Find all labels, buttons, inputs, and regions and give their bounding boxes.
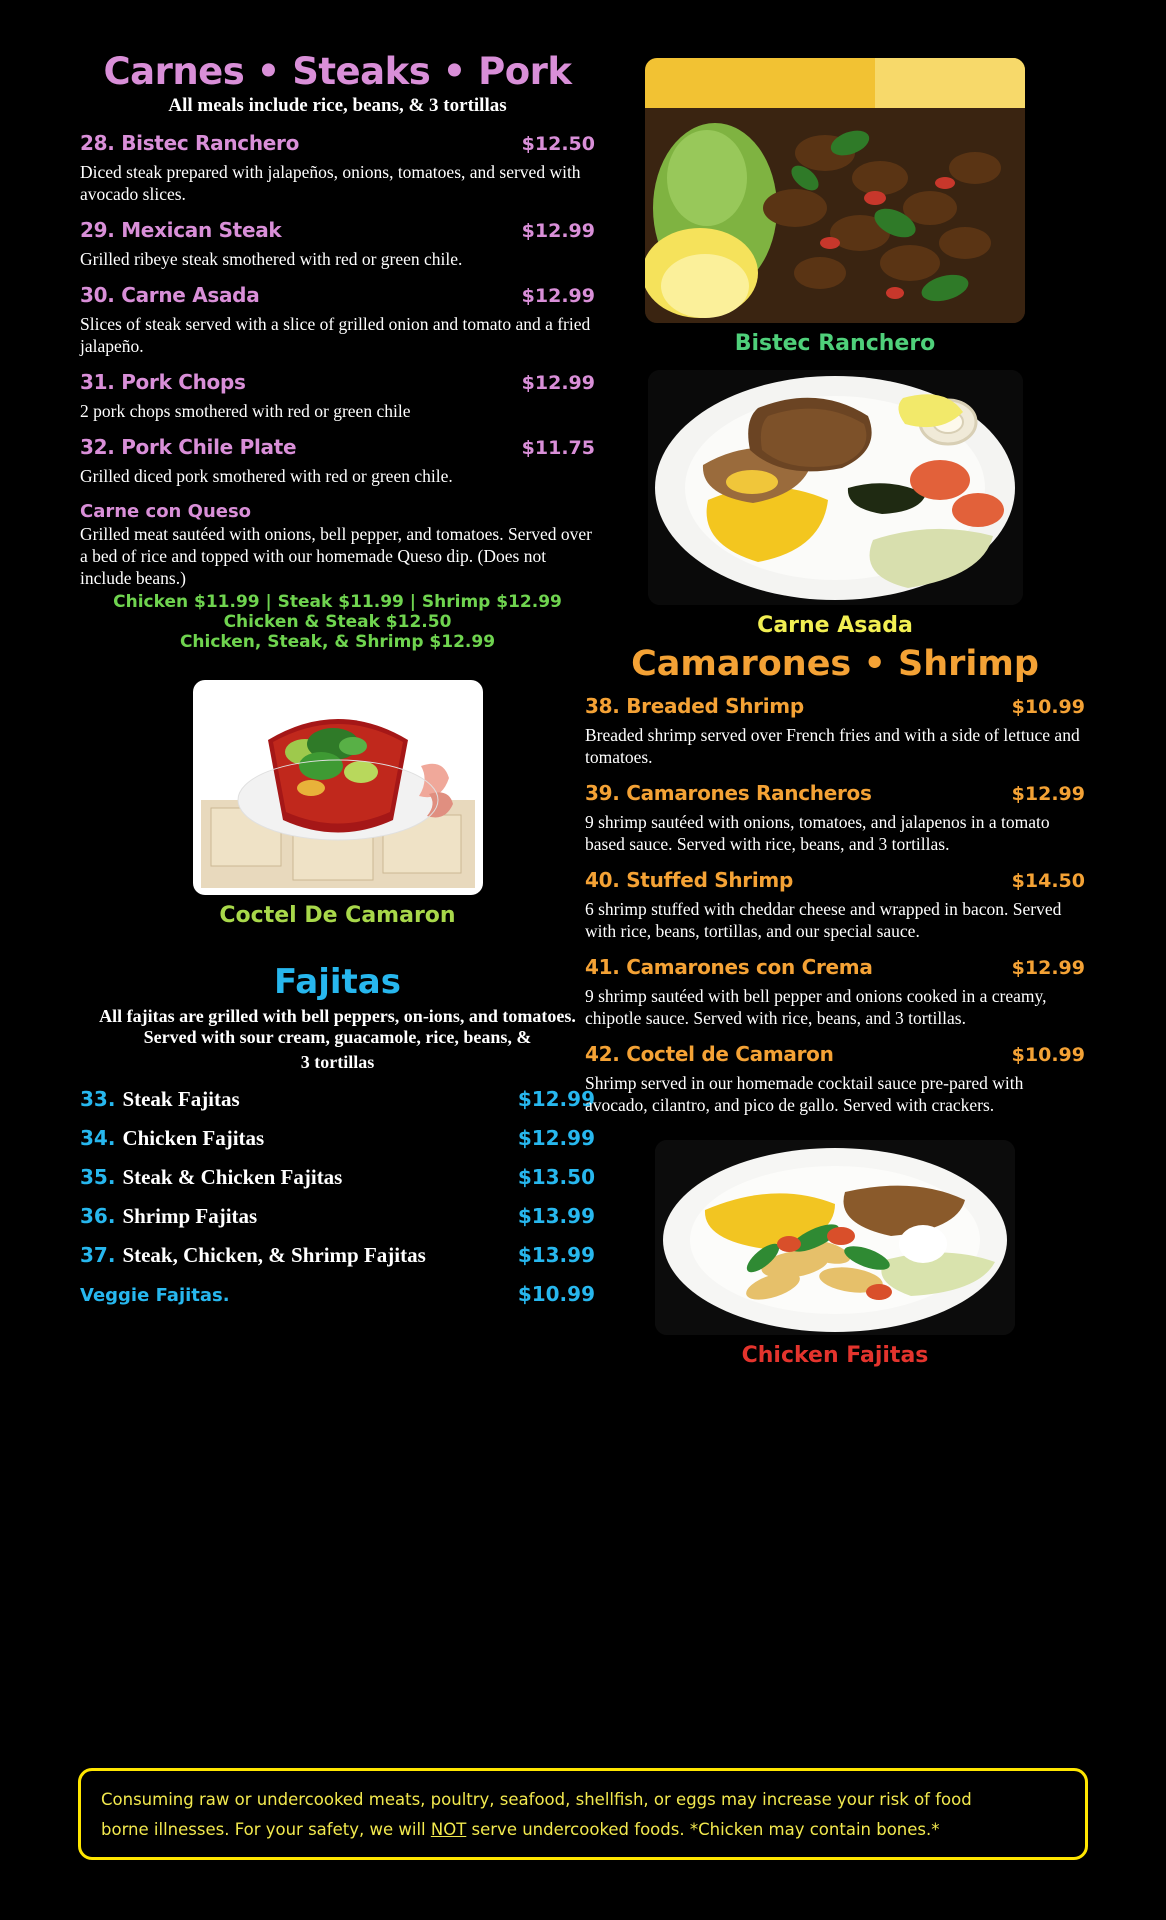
fajita-number: 34. bbox=[80, 1126, 116, 1150]
item-description: Shrimp served in our homemade cocktail sauce pre-pared with avocado, cilantro, and pico de gallo. Served with crackers. bbox=[585, 1073, 1024, 1115]
fajita-number: 37. bbox=[80, 1243, 116, 1267]
bistec-image bbox=[645, 58, 1025, 323]
fajita-item bbox=[80, 1243, 595, 1268]
carne-asada-image bbox=[648, 370, 1023, 605]
item-price: $12.99 bbox=[521, 372, 595, 394]
fajita-label bbox=[80, 1204, 257, 1229]
fajitas-subheading-line1: All fajitas are grilled with bell peppers, on-ions, and tomatoes. Served with sour cream, guacamole, rice, beans, & bbox=[99, 1006, 576, 1047]
item-description: 6 shrimp stuffed with cheddar cheese and wrapped in bacon. Served with rice, beans, tortillas, and our special sauce. bbox=[585, 899, 1062, 941]
fajita-item bbox=[80, 1165, 595, 1190]
item-name: 42. Coctel de Camaron bbox=[585, 1042, 834, 1066]
fajita-label bbox=[80, 1243, 426, 1268]
disclaimer-not-emphasis: NOT bbox=[430, 1820, 467, 1839]
item-description: Grilled ribeye steak smothered with red or green chile. bbox=[80, 249, 463, 269]
carnes-items bbox=[80, 131, 595, 487]
item-name: 39. Camarones Rancheros bbox=[585, 781, 872, 805]
fajita-price: $10.99 bbox=[517, 1282, 595, 1306]
item-description: Slices of steak served with a slice of grilled onion and tomato and a fried jalapeño. bbox=[80, 314, 591, 356]
fajita-name: Steak & Chicken Fajitas bbox=[122, 1165, 343, 1189]
fajita-price: $12.99 bbox=[517, 1087, 595, 1111]
item-price: $14.50 bbox=[1011, 870, 1085, 892]
item-name: 40. Stuffed Shrimp bbox=[585, 868, 793, 892]
carne-con-queso-prices bbox=[80, 592, 595, 652]
menu-item bbox=[585, 694, 1085, 718]
menu-item bbox=[585, 781, 1085, 805]
chicken-fajitas-image bbox=[655, 1140, 1015, 1335]
disclaimer-line-2 bbox=[101, 1815, 1065, 1845]
fajita-price: $12.99 bbox=[517, 1126, 595, 1150]
carnes-heading: Carnes • Steaks • Pork bbox=[103, 50, 572, 93]
disclaimer-line-2-a: borne illnesses. For your safety, we will bbox=[101, 1820, 431, 1839]
carnes-subheading: All meals include rice, beans, & 3 tortillas bbox=[168, 95, 507, 116]
menu-item bbox=[80, 370, 595, 394]
item-name: 32. Pork Chile Plate bbox=[80, 435, 297, 459]
item-description: Grilled diced pork smothered with red or green chile. bbox=[80, 466, 453, 486]
price-line: Chicken & Steak $12.50 bbox=[223, 612, 452, 632]
chicken-fajitas-photo-caption: Chicken Fajitas bbox=[741, 1343, 929, 1368]
menu-item bbox=[585, 1042, 1085, 1066]
fajita-name: Steak, Chicken, & Shrimp Fajitas bbox=[122, 1243, 426, 1267]
shrimp-heading: Camarones • Shrimp bbox=[631, 644, 1039, 684]
fajita-price: $13.50 bbox=[517, 1165, 595, 1189]
item-price: $12.99 bbox=[521, 220, 595, 242]
fajita-number: 33. bbox=[80, 1087, 116, 1111]
fajita-number: 36. bbox=[80, 1204, 116, 1228]
item-name: 41. Camarones con Crema bbox=[585, 955, 873, 979]
menu-item bbox=[585, 955, 1085, 979]
menu-item bbox=[80, 131, 595, 155]
item-description: 9 shrimp sautéed with onions, tomatoes, and jalapenos in a tomato based sauce. Served with rice, beans, and 3 tortillas. bbox=[585, 812, 1050, 854]
fajita-label bbox=[80, 1087, 240, 1112]
item-price: $12.99 bbox=[1011, 783, 1085, 805]
item-price: $12.50 bbox=[521, 133, 595, 155]
chicken-fajitas-photo bbox=[655, 1140, 1015, 1335]
left-column bbox=[80, 50, 595, 1306]
item-price: $11.75 bbox=[521, 437, 595, 459]
fajitas-subheading-line2: 3 tortillas bbox=[300, 1052, 375, 1072]
fajita-name: Steak Fajitas bbox=[122, 1087, 240, 1111]
menu-item bbox=[80, 283, 595, 307]
item-name: 29. Mexican Steak bbox=[80, 218, 282, 242]
fajita-label bbox=[80, 1126, 264, 1151]
item-price: $12.99 bbox=[1011, 957, 1085, 979]
menu-item bbox=[585, 868, 1085, 892]
fajita-label bbox=[80, 1285, 230, 1306]
carne-asada-photo bbox=[648, 370, 1023, 605]
carne-con-queso-title: Carne con Queso bbox=[80, 501, 252, 522]
fajita-item bbox=[80, 1282, 595, 1306]
fajita-price: $13.99 bbox=[517, 1204, 595, 1228]
item-description: Diced steak prepared with jalapeños, onions, tomatoes, and served with avocado slices. bbox=[80, 162, 581, 204]
menu-item bbox=[80, 218, 595, 242]
fajita-price: $13.99 bbox=[517, 1243, 595, 1267]
shrimp-items bbox=[585, 694, 1085, 1116]
item-name: 31. Pork Chops bbox=[80, 370, 246, 394]
coctel-image bbox=[193, 680, 483, 895]
fajita-item bbox=[80, 1204, 595, 1229]
fajita-name: Veggie Fajitas. bbox=[80, 1285, 230, 1306]
item-name: 38. Breaded Shrimp bbox=[585, 694, 804, 718]
item-description: 9 shrimp sautéed with bell pepper and onions cooked in a creamy, chipotle sauce. Served with rice, beans, and 3 tortillas. bbox=[585, 986, 1047, 1028]
disclaimer-box bbox=[78, 1768, 1088, 1860]
right-column bbox=[585, 50, 1085, 1368]
fajitas-heading: Fajitas bbox=[274, 962, 401, 1002]
disclaimer-line-1: Consuming raw or undercooked meats, poultry, seafood, shellfish, or eggs may increase your risk of food bbox=[101, 1790, 972, 1809]
item-price: $10.99 bbox=[1011, 696, 1085, 718]
item-description: Breaded shrimp served over French fries and with a side of lettuce and tomatoes. bbox=[585, 725, 1080, 767]
item-description: 2 pork chops smothered with red or green chile bbox=[80, 401, 411, 421]
item-name: 28. Bistec Ranchero bbox=[80, 131, 300, 155]
coctel-de-camaron-photo bbox=[193, 680, 483, 895]
carne-con-queso-description: Grilled meat sautéed with onions, bell pepper, and tomatoes. Served over a bed of rice and topped with our homemade Queso dip. (Does not include beans.) bbox=[80, 524, 593, 588]
item-price: $12.99 bbox=[521, 285, 595, 307]
coctel-photo-caption: Coctel De Camaron bbox=[219, 903, 456, 928]
carne-asada-photo-caption: Carne Asada bbox=[757, 613, 913, 638]
disclaimer-line-2-b: serve undercooked foods. *Chicken may contain bones.* bbox=[466, 1820, 940, 1839]
price-line: Chicken $11.99 | Steak $11.99 | Shrimp $12.99 bbox=[113, 592, 562, 612]
fajita-item bbox=[80, 1126, 595, 1151]
item-price: $10.99 bbox=[1011, 1044, 1085, 1066]
fajita-name: Chicken Fajitas bbox=[122, 1126, 265, 1150]
price-line: Chicken, Steak, & Shrimp $12.99 bbox=[179, 632, 496, 652]
coctel-photo-wrap bbox=[80, 680, 595, 895]
fajitas-subheading bbox=[80, 1006, 595, 1073]
bistec-ranchero-photo bbox=[645, 58, 1025, 323]
fajita-item bbox=[80, 1087, 595, 1112]
fajita-label bbox=[80, 1165, 342, 1190]
bistec-photo-caption: Bistec Ranchero bbox=[734, 331, 936, 356]
menu-item bbox=[80, 435, 595, 459]
fajita-number: 35. bbox=[80, 1165, 116, 1189]
fajitas-section bbox=[80, 962, 595, 1306]
fajita-name: Shrimp Fajitas bbox=[122, 1204, 258, 1228]
item-name: 30. Carne Asada bbox=[80, 283, 260, 307]
